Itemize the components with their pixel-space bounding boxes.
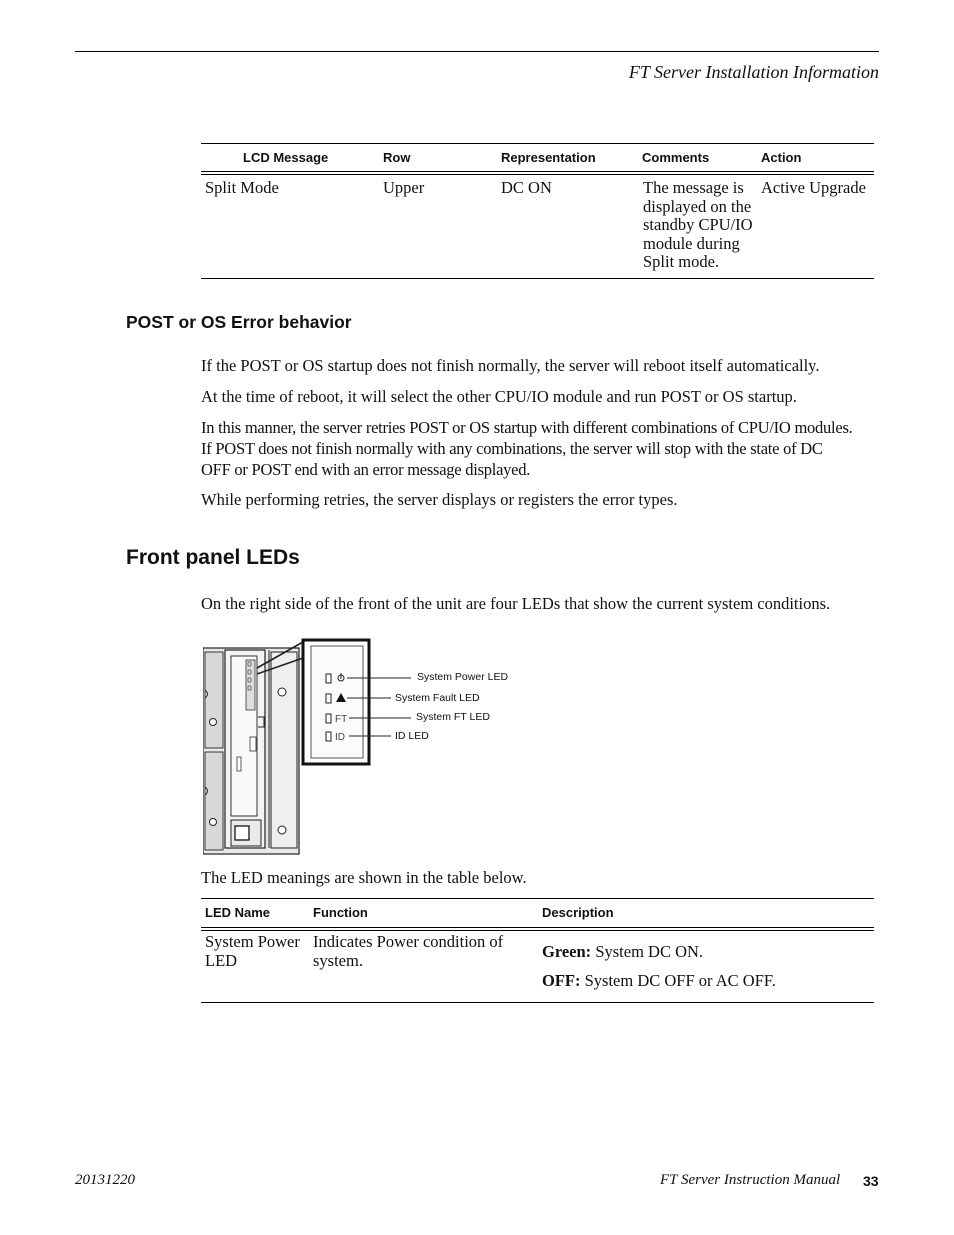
- table-header-rule: [201, 927, 874, 928]
- comments-line: displayed on the: [643, 196, 752, 216]
- desc-text-off: System DC OFF or AC OFF.: [580, 971, 776, 990]
- col-header-action: Action: [761, 150, 802, 165]
- cell-description-off: [542, 972, 776, 991]
- col-header-led-name: LED Name: [205, 905, 271, 920]
- table-top-rule: [201, 898, 874, 899]
- comments-line: The message is: [643, 178, 744, 197]
- paragraph: [201, 417, 877, 480]
- footer-date: 20131220: [75, 1172, 135, 1188]
- function-line: system.: [313, 950, 363, 970]
- callout-system-power-led: System Power LED: [417, 671, 509, 683]
- cell-comments: [643, 179, 759, 272]
- col-header-lcd-message: LCD Message: [243, 150, 329, 165]
- led-name-line: System Power: [205, 932, 300, 951]
- desc-label-off: OFF:: [542, 971, 581, 990]
- function-line: Indicates Power condition of: [313, 932, 504, 951]
- section-heading-post: POST or OS Error behavior: [126, 312, 352, 332]
- cell-lcd-message: Split Mode: [205, 178, 279, 197]
- comments-line: module during: [643, 233, 740, 253]
- col-header-description: Description: [542, 905, 614, 920]
- cell-representation: DC ON: [501, 178, 552, 197]
- footer-manual-title: FT Server Instruction Manual: [660, 1172, 841, 1188]
- col-header-comments: Comments: [642, 150, 710, 165]
- table-header-rule-2: [201, 930, 874, 931]
- paragraph-line: In this manner, the server retries POST or OS startup with different combinations of CPU/IO modules.: [201, 418, 853, 437]
- table-header-rule-2: [201, 174, 874, 175]
- header-rule: [75, 51, 879, 52]
- cell-action: Active Upgrade: [761, 178, 866, 197]
- desc-text-green: System DC ON.: [591, 942, 704, 961]
- col-header-representation: Representation: [501, 150, 596, 165]
- section-heading-front-panel: Front panel LEDs: [126, 546, 300, 569]
- cell-function: [313, 933, 503, 970]
- cell-description-green: [542, 943, 703, 962]
- paragraph: At the time of reboot, it will select the other CPU/IO module and run POST or OS startup.: [201, 387, 797, 406]
- ft-led-label: FT: [335, 714, 348, 725]
- table-bottom-rule: [201, 278, 874, 279]
- paragraph: On the right side of the front of the unit are four LEDs that show the current system conditions.: [201, 594, 831, 613]
- desc-label-green: Green:: [542, 942, 592, 961]
- id-led-label: ID: [335, 732, 345, 743]
- table-header-rule: [201, 171, 874, 172]
- page-number: 33: [863, 1173, 879, 1189]
- table-top-rule: [201, 143, 874, 144]
- callout-system-fault-led: System Fault LED: [395, 692, 480, 704]
- cell-led-name: [205, 933, 300, 970]
- paragraph: While performing retries, the server displays or registers the error types.: [201, 490, 678, 509]
- led-name-line: LED: [205, 950, 238, 970]
- paragraph: If the POST or OS startup does not finish normally, the server will reboot itself automatically.: [201, 356, 820, 375]
- callout-system-ft-led: System FT LED: [416, 711, 490, 723]
- front-panel-figure: [203, 632, 533, 856]
- paragraph-line: OFF or POST end with an error message displayed.: [201, 460, 531, 479]
- comments-line: standby CPU/IO: [643, 215, 753, 234]
- table-bottom-rule: [201, 1002, 874, 1003]
- cell-row: Upper: [383, 178, 425, 197]
- col-header-row: Row: [383, 150, 411, 165]
- running-header: FT Server Installation Information: [628, 62, 879, 82]
- col-header-function: Function: [313, 905, 368, 920]
- comments-line: Split mode.: [643, 252, 720, 271]
- paragraph-line: If POST does not finish normally with any combinations, the server will stop with the state of DC: [201, 439, 823, 458]
- callout-id-led: ID LED: [395, 730, 429, 742]
- paragraph: The LED meanings are shown in the table below.: [201, 868, 527, 887]
